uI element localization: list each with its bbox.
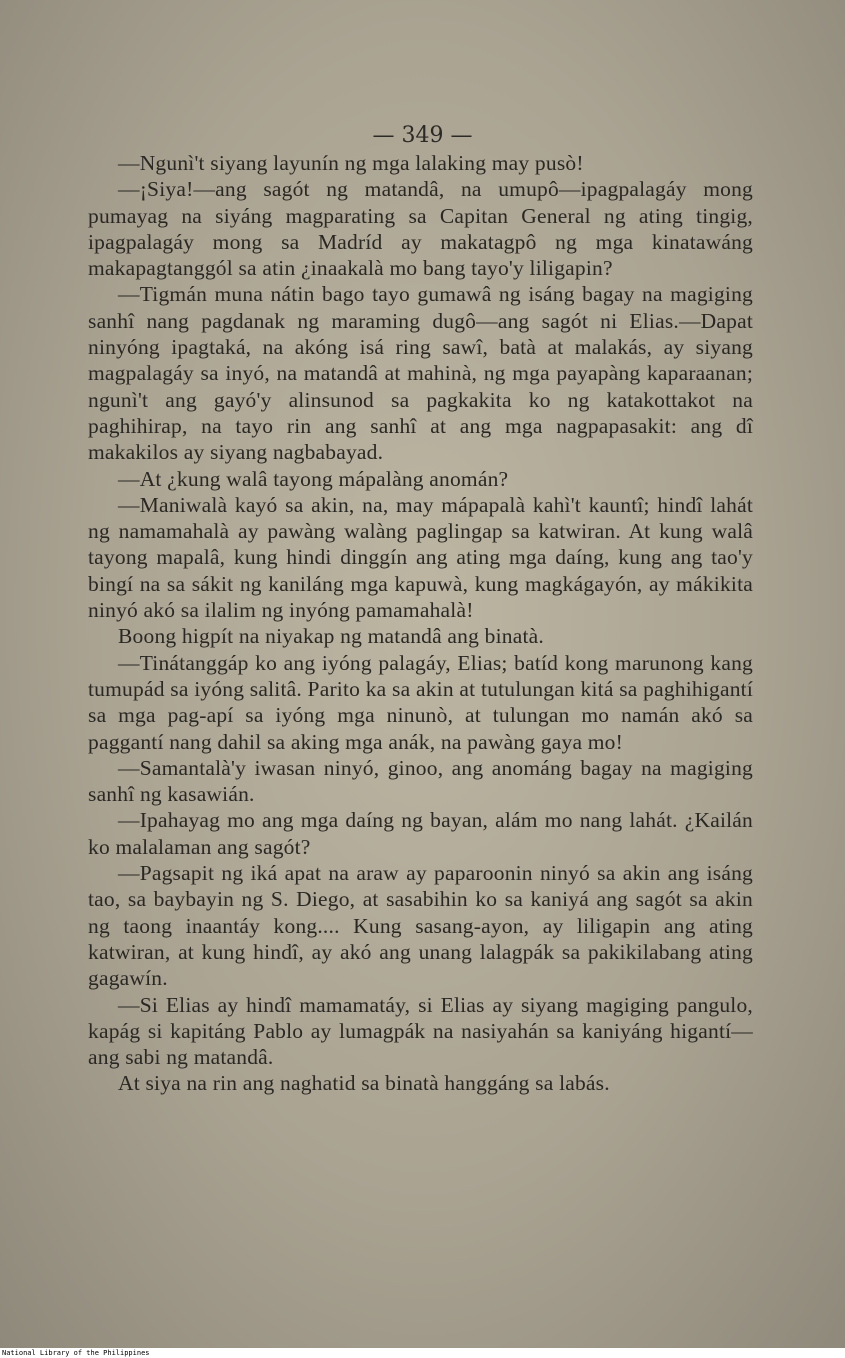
paragraph: —Tigmán muna nátin bago tayo gumawâ ng isáng bagay na magiging sanhî nang pagdanak ng maraming dugô—ang sagót ni Elias.—Dapat ninyóng ipagtaká, na akóng isá ring sawî, batà at malakás, ay siyang magpalagáy sa inyó, na matandâ at mahinà, ng mga payapàng kaparaanan; ngunì't ang gayó'y alinsunod sa pagkakita ko ng katakottakot na paghihirap, na tayo rin ang sanhî at ang mga nagpapasakit: ang dî makakilos ay siyang nagbabayad. — [88, 282, 753, 465]
paragraph: —Tinátanggáp ko ang iyóng palagáy, Elias; batíd kong marunong kang tumupád sa iyóng salitâ. Parito ka sa akin at tutulungan kitá sa paghihigantí sa mga pag-apí sa iyóng mga ninunò, at tulungan mo namán akó sa paggantí nang dahil sa aking mga anák, na pawàng gaya mo! — [88, 650, 753, 754]
paragraph: —Pagsapit ng iká apat na araw ay paparoonin ninyó sa akin ang isáng tao, sa baybayin ng S. Diego, at sasabihin ko sa kaniyá ang sagót sa akin ng taong inaantáy kong.... Kung sasang-ayon, ay liligapin ang ating katwiran, at kung hindî, ay akó ang unang lalagpák sa pakikilabang ating gagawín. — [88, 861, 753, 991]
footer-bar — [0, 1349, 845, 1358]
paragraph: —¡Siya!—ang sagót ng matandâ, na umupô—ipagpalagáy mong pumayag na siyáng magparating sa Capitan General ng ating tingig, ipagpalagáy mong sa Madríd ay makatagpô ng mga kinatawáng makapagtanggól sa atin ¿inaakalà mo bang tayo'y liligapin? — [88, 177, 753, 281]
paragraph: —Ngunì't siyang layunín ng mga lalaking may pusò! — [118, 151, 584, 175]
paragraph: —Maniwalà kayó sa akin, na, may mápapalà kahì't kauntî; hindî lahát ng namamahalà ay pawàng walàng paglingap sa katwiran. At kung walâ tayong mapalâ, kung hindi dinggín ang ating mga daíng, kung ang tao'y bingí na sa sákit ng kaniláng mga kapuwà, kung magkágayón, ay mákikita ninyó akó sa ilalim ng inyóng pamamahalà! — [88, 492, 753, 623]
library-credit: National Library of the Philippines — [2, 1349, 150, 1357]
page-number: — 349 — — [372, 123, 473, 148]
paragraph: At siya na rin ang naghatid sa binatà hanggáng sa labás. — [118, 1071, 610, 1096]
paragraph: Boong higpít na niyakap ng matandâ ang binatà. — [118, 624, 544, 649]
paragraph: —At ¿kung walâ tayong mápalàng anomán? — [118, 466, 509, 491]
paragraph: —Samantalà'y iwasan ninyó, ginoo, ang anománg bagay na magiging sanhî ng kasawián. — [88, 755, 753, 807]
body-text — [88, 150, 753, 1097]
paragraph: —Si Elias ay hindî mamamatáy, si Elias ay siyang magiging pangulo, kapág si kapitáng Pablo ay lumagpák na nasiyahán sa kaniyáng higantí—ang sabi ng matandâ. — [88, 992, 753, 1070]
paragraph: —Ipahayag mo ang mga daíng ng bayan, alám mo nang lahát. ¿Kailán ko malalaman ang sagót? — [88, 808, 753, 859]
